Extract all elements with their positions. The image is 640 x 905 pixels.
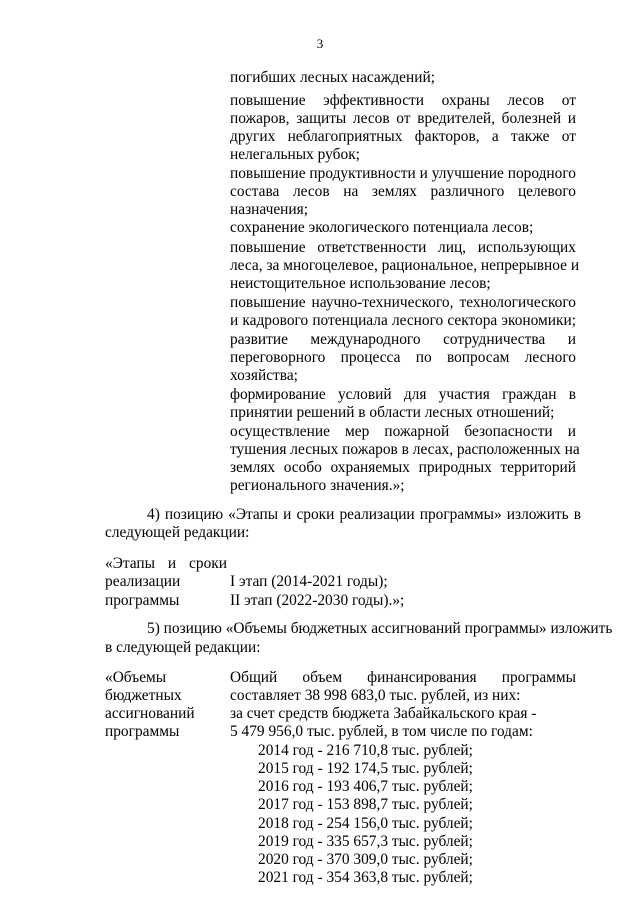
stages-label-line: программы <box>105 592 180 609</box>
goal-line: нелегальных рубок; <box>230 146 360 163</box>
goal-line: переговорного процесса по вопросам лесного <box>230 349 576 366</box>
funding-label-line: «Объемы <box>105 669 167 686</box>
goal-line: осуществление мер пожарной безопасности и <box>230 423 576 440</box>
funding-label-line: ассигнований <box>105 705 195 722</box>
goal-line: принятии решений в области лесных отношений; <box>230 404 555 421</box>
goal-line: назначения; <box>230 201 308 218</box>
year-funding-line: 2016 год - 193 406,7 тыс. рублей; <box>258 778 473 795</box>
funding-text-line: Общий объем финансирования программы <box>230 669 576 686</box>
goal-line: пожаров, защиты лесов от вредителей, болезней и <box>230 110 576 127</box>
stages-label-line: «Этапы и сроки <box>105 555 227 572</box>
paragraph-5-line-1: 5) позицию «Объемы бюджетных ассигнований программы» изложить <box>147 620 613 637</box>
paragraph-5-line-2: в следующей редакции: <box>105 639 261 656</box>
goal-line: повышение эффективности охраны лесов от <box>230 92 576 109</box>
funding-label-line: бюджетных <box>105 687 182 704</box>
goal-line: регионального значения.»; <box>230 477 405 494</box>
page-number: 3 <box>316 36 324 51</box>
year-funding-line: 2019 год - 335 657,3 тыс. рублей; <box>258 833 473 850</box>
funding-text-line: составляет 38 998 683,0 тыс. рублей, из них: <box>230 687 521 704</box>
goal-line: формирование условий для участия граждан в <box>230 386 576 403</box>
goal-line: повышение ответственности лиц, использующих <box>230 239 576 256</box>
goal-line: землях особо охраняемых природных территорий <box>230 459 576 476</box>
funding-text-line: 5 479 956,0 тыс. рублей, в том числе по годам: <box>230 723 533 740</box>
goal-line: леса, за многоцелевое, рациональное, непрерывное и <box>230 257 580 274</box>
goal-line: повышение научно-технического, технологического <box>230 294 576 311</box>
year-funding-line: 2014 год - 216 710,8 тыс. рублей; <box>258 742 473 759</box>
funding-text-line: за счет средств бюджета Забайкальского края - <box>230 705 537 722</box>
year-funding-line: 2015 год - 192 174,5 тыс. рублей; <box>258 760 473 777</box>
goal-line: повышение продуктивности и улучшение породного <box>230 165 576 182</box>
goal-line: тушения лесных пожаров в лесах, расположенных на <box>230 441 580 458</box>
goal-line: и кадрового потенциала лесного сектора экономики; <box>230 312 576 329</box>
year-funding-line: 2020 год - 370 309,0 тыс. рублей; <box>258 851 473 868</box>
paragraph-4-line-2: следующей редакции: <box>105 524 250 541</box>
goal-line: состава лесов на землях различного целевого <box>230 183 576 200</box>
year-funding-line: 2021 год - 354 363,8 тыс. рублей; <box>258 869 473 886</box>
stages-label-line: реализации <box>105 573 181 590</box>
stage-2: II этап (2022-2030 годы).»; <box>230 592 405 609</box>
goal-line: сохранение экологического потенциала лесов; <box>230 219 534 236</box>
goal-line: развитие международного сотрудничества и <box>230 331 576 348</box>
goal-line: хозяйства; <box>230 367 298 384</box>
year-funding-line: 2018 год - 254 156,0 тыс. рублей; <box>258 815 473 832</box>
funding-label-line: программы <box>105 723 180 740</box>
stage-1: I этап (2014-2021 годы); <box>230 573 388 590</box>
goal-line: погибших лесных насаждений; <box>230 69 435 86</box>
paragraph-4-line-1: 4) позицию «Этапы и сроки реализации программы» изложить в <box>147 506 581 523</box>
goal-line: неистощительное использование лесов; <box>230 275 491 292</box>
year-funding-line: 2017 год - 153 898,7 тыс. рублей; <box>258 796 473 813</box>
goal-line: других неблагоприятных факторов, а также от <box>230 128 576 145</box>
